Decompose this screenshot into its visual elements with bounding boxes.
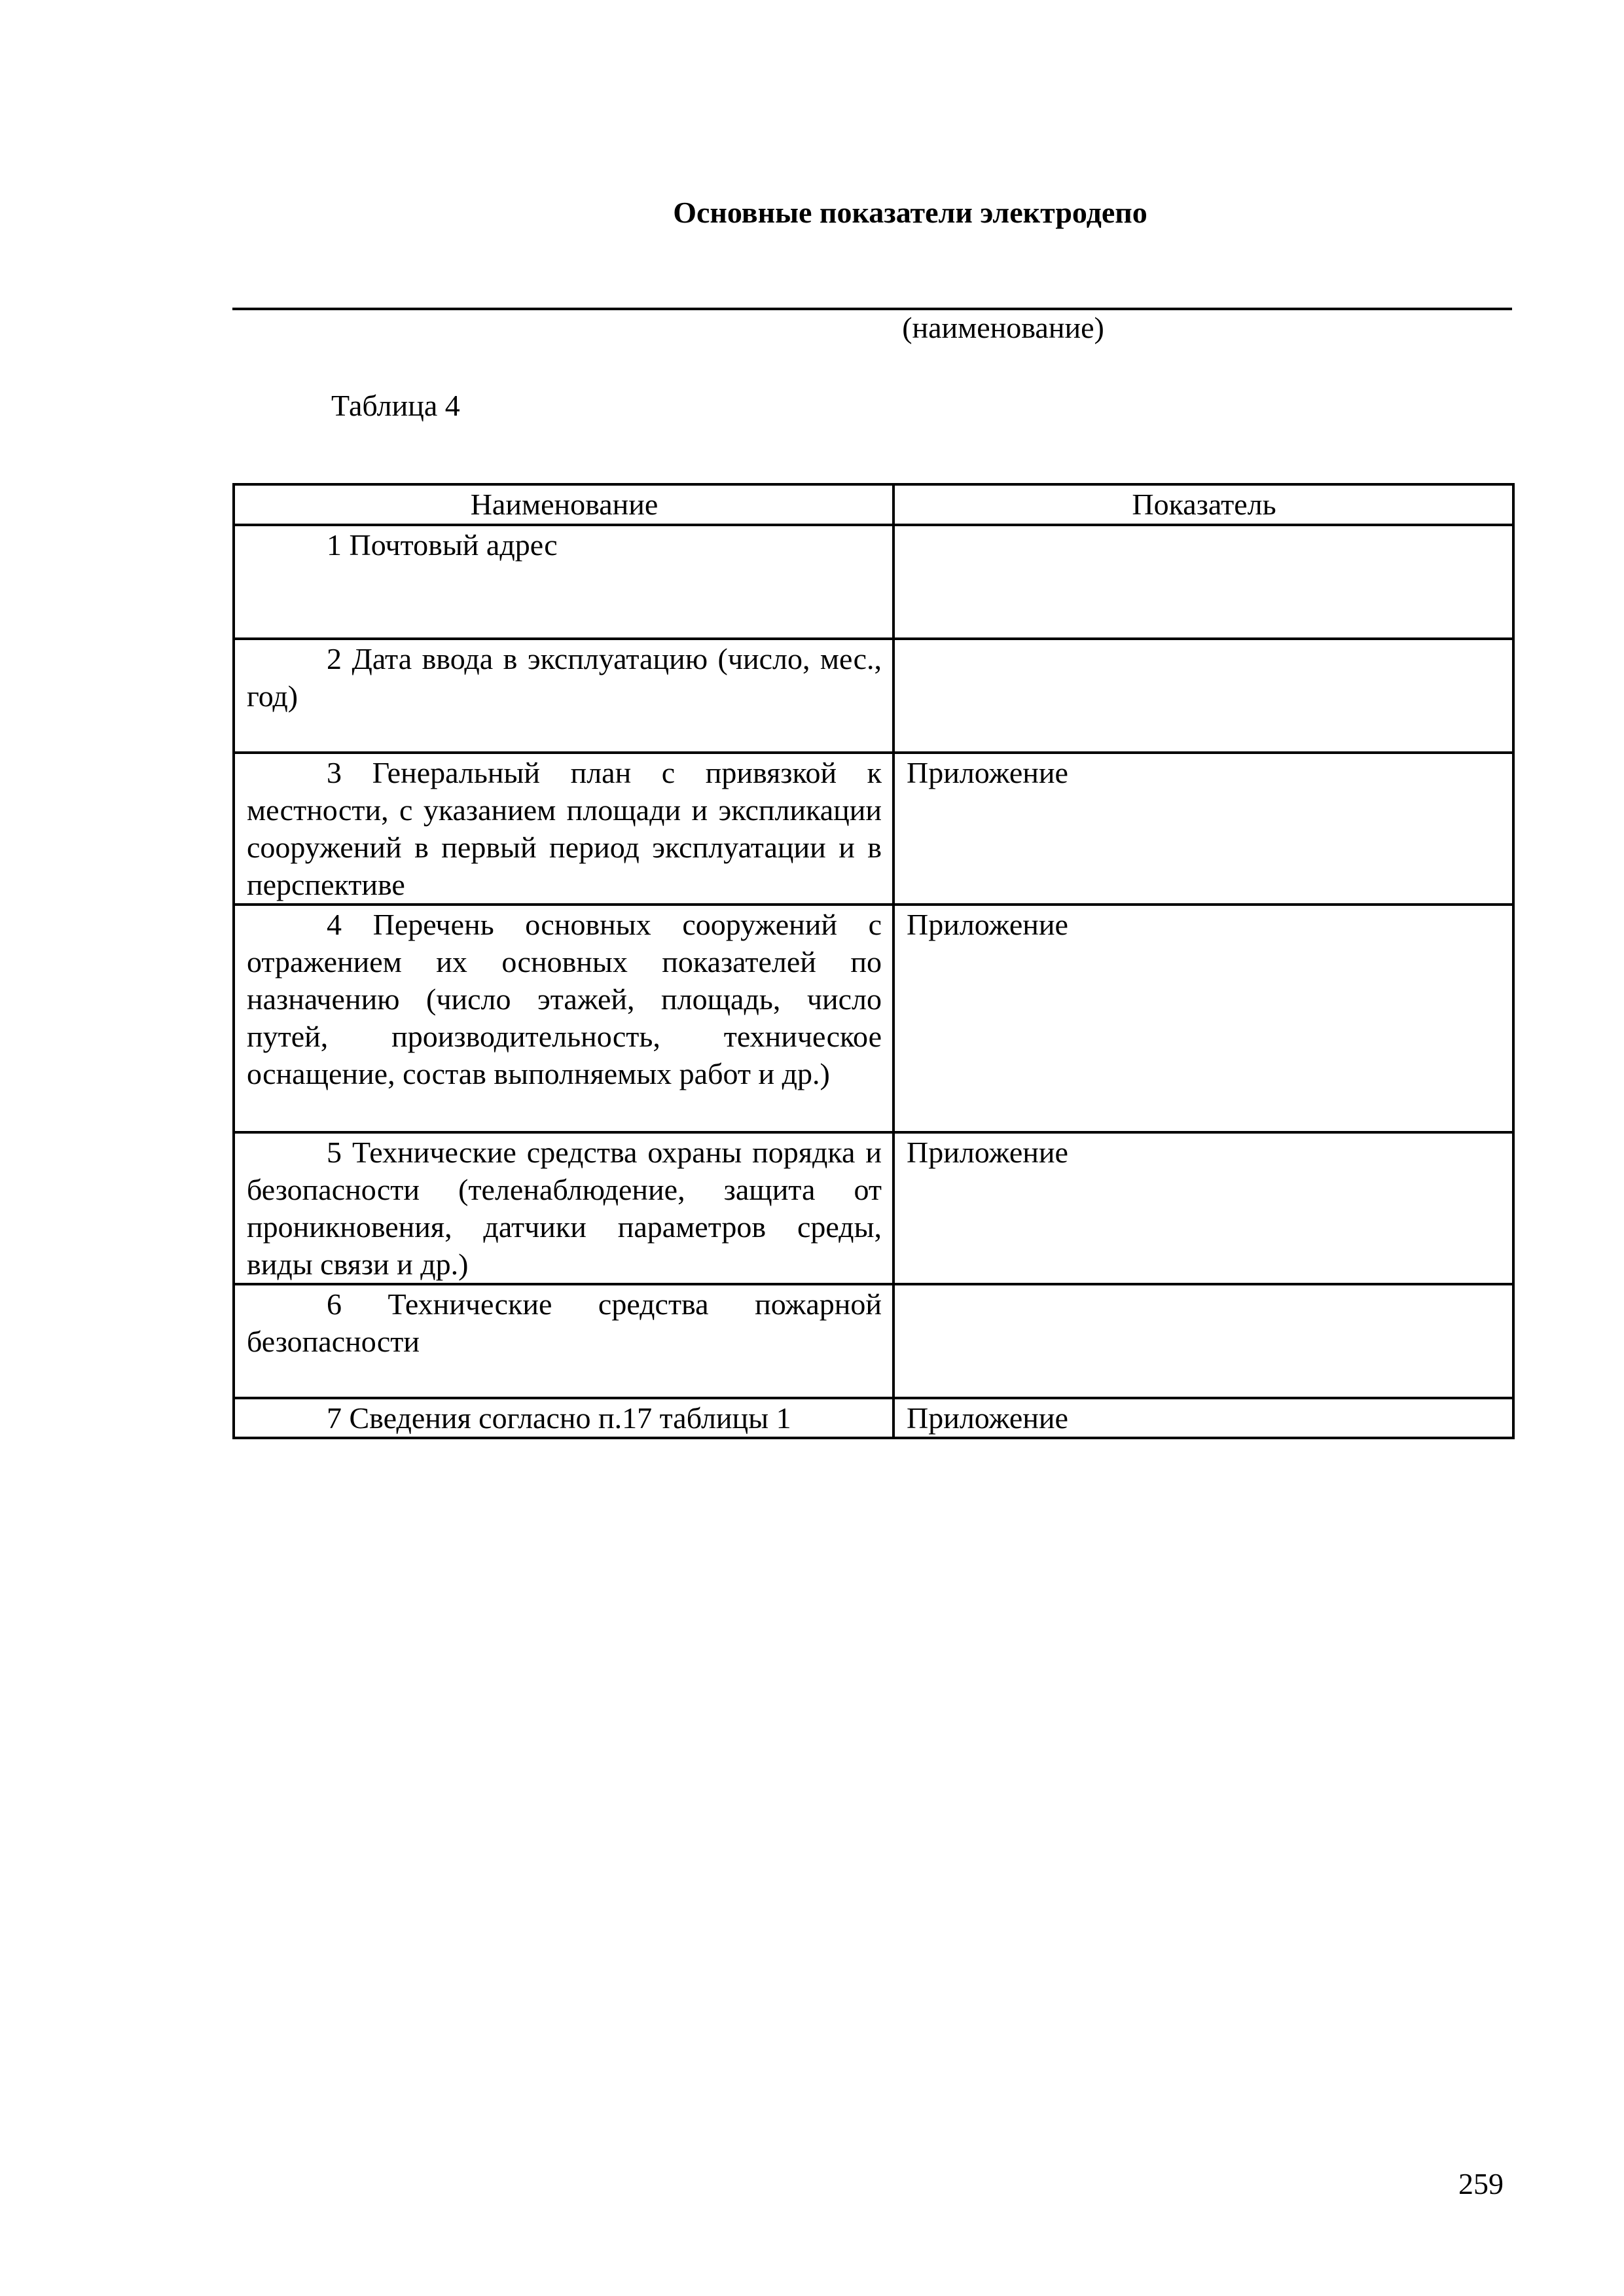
- name-caption: (наименование): [902, 311, 1104, 344]
- table-row: [234, 639, 1513, 753]
- row-value: [893, 525, 1513, 639]
- row-value: Приложение: [893, 905, 1513, 1132]
- row-name: 3 Генеральный план с привязкой к местности, с указанием площади и экспликации сооружений в первый период эксплуатации и в перспективе: [234, 753, 893, 905]
- row-value: [893, 639, 1513, 753]
- row-value: Приложение: [893, 1398, 1513, 1438]
- row-name: 7 Сведения согласно п.17 таблицы 1: [234, 1398, 893, 1438]
- indicators-table: [232, 483, 1515, 1439]
- row-name: 2 Дата ввода в эксплуатацию (число, мес., год): [234, 639, 893, 753]
- table-row: [234, 905, 1513, 1132]
- document-title: Основные показатели электродепо: [673, 196, 1147, 229]
- table-row: [234, 1132, 1513, 1284]
- table-row: [234, 525, 1513, 639]
- row-name: 1 Почтовый адрес: [234, 525, 893, 639]
- page-number: 259: [1458, 2167, 1504, 2200]
- header-name: Наименование: [234, 484, 893, 525]
- row-name: 5 Технические средства охраны порядка и безопасности (теленаблюдение, защита от проникновения, датчики параметров среды, виды связи и др.): [234, 1132, 893, 1284]
- row-value: [893, 1284, 1513, 1398]
- row-name: 6 Технические средства пожарной безопасности: [234, 1284, 893, 1398]
- row-value: Приложение: [893, 753, 1513, 905]
- table-row: [234, 1398, 1513, 1438]
- table-header-row: [234, 484, 1513, 525]
- row-value: Приложение: [893, 1132, 1513, 1284]
- row-name: 4 Перечень основных сооружений с отражением их основных показателей по назначению (число этажей, площадь, число путей, производительность, техническое оснащение, состав выполняемых работ и др.): [234, 905, 893, 1132]
- table-row: [234, 753, 1513, 905]
- header-value: Показатель: [893, 484, 1513, 525]
- table-label: Таблица 4: [331, 389, 460, 422]
- table-row: [234, 1284, 1513, 1398]
